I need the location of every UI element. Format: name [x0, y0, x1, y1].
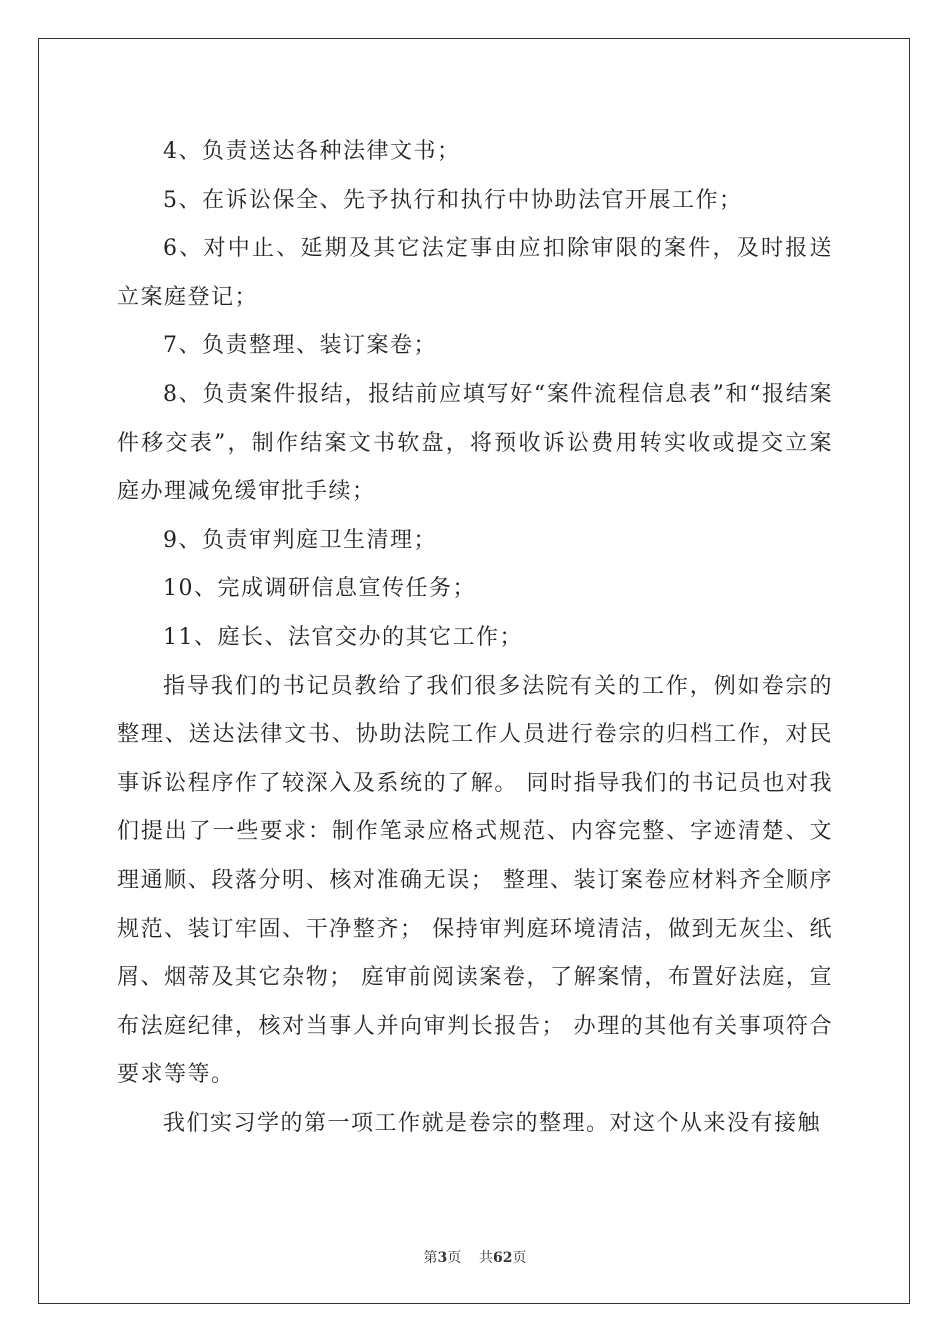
document-body [117, 128, 833, 1148]
list-item-5: 5、在诉讼保全、先予执行和执行中协助法官开展工作； [163, 187, 743, 213]
footer-middle: 页 共 [447, 1250, 494, 1266]
body-paragraph-first-task: 我们实习学的第一项工作就是卷宗的整理。对这个从来没有接触 [163, 1110, 822, 1136]
list-item-11: 11、庭长、法官交办的其它工作； [163, 624, 523, 650]
body-paragraph-guidance: 指导我们的书记员教给了我们很多法院有关的工作，例如卷宗的整理、送达法律文书、协助法院工作人员进行卷宗的归档工作，对民事诉讼程序作了较深入及系统的了解。 同时指导我们的书记员也对我们提出了一些要求：制作笔录应格式规范、内容完整、字迹清楚、文理通顺、段落分明、核对准确无误； 整理、装订案卷应材料齐全顺序规范、装订牢固、干净整齐； 保持审判庭环境清洁，做到无灰尘、纸屑、烟蒂及其它杂物； 庭审前阅读案卷，了解案情，布置好法庭，宣布法庭纪律，核对当事人并向审判长报告； 办理的其他有关事项符合要求等等。 [117, 673, 833, 1088]
list-item-10: 10、完成调研信息宣传任务； [163, 576, 476, 602]
page-footer [0, 1247, 950, 1267]
list-item-7: 7、负责整理、装订案卷； [163, 333, 437, 359]
list-item-6: 6、对中止、延期及其它法定事由应扣除审限的案件，及时报送立案庭登记； [117, 236, 833, 310]
footer-suffix: 页 [512, 1250, 527, 1266]
footer-page-number: 3 [437, 1250, 448, 1266]
list-item-8: 8、负责案件报结，报结前应填写好“案件流程信息表”和“报结案件移交表”，制作结案文书软盘，将预收诉讼费用转实收或提交立案庭办理减免缓审批手续； [117, 381, 833, 505]
footer-total-pages: 62 [493, 1250, 513, 1266]
list-item-9: 9、负责审判庭卫生清理； [163, 527, 437, 553]
list-item-4: 4、负责送达各种法律文书； [163, 139, 461, 164]
footer-prefix: 第 [423, 1250, 438, 1266]
